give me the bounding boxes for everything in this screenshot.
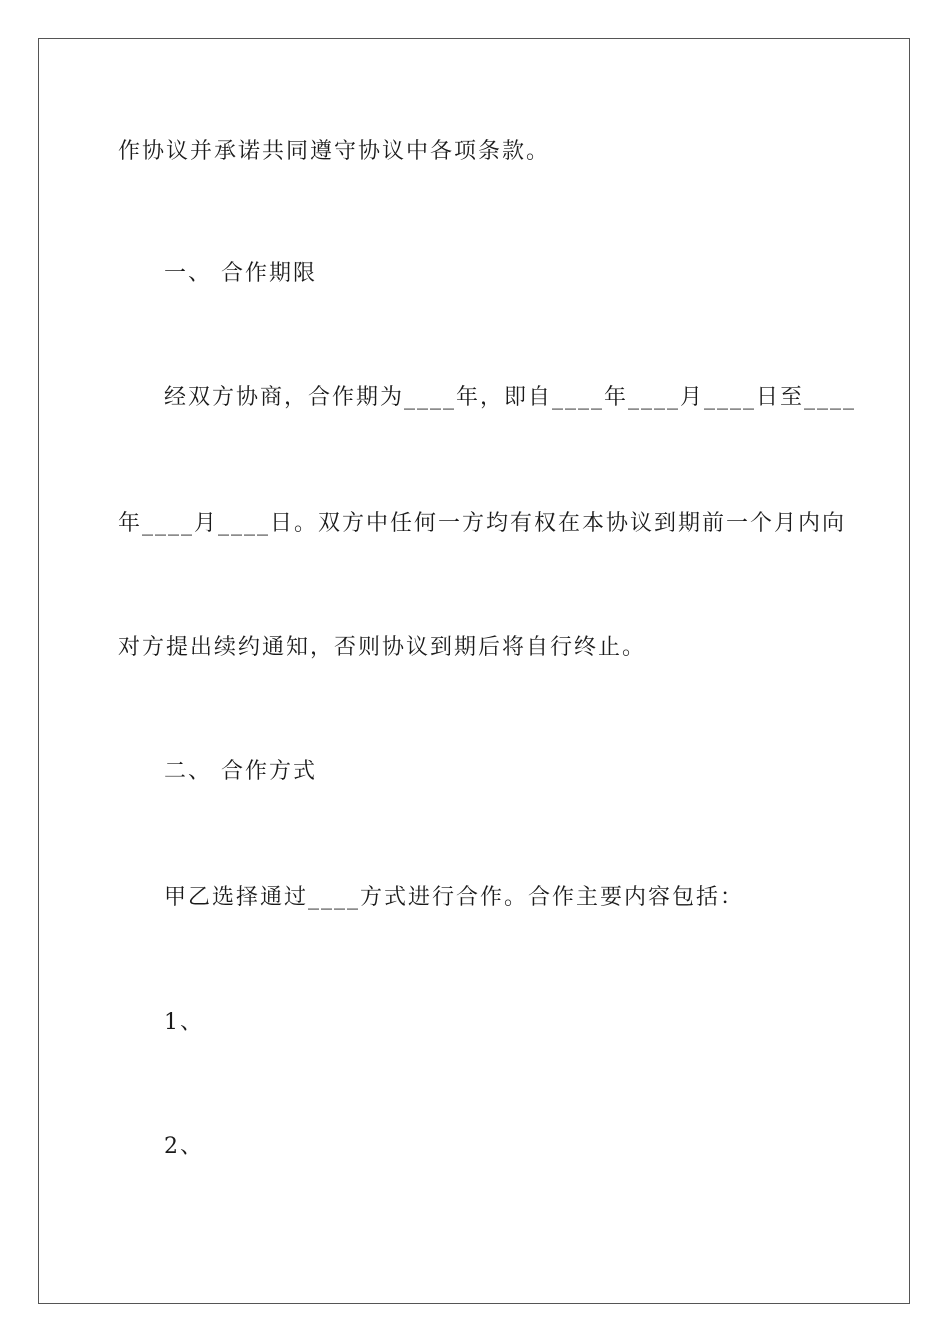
continuation-line: 作协议并承诺共同遵守协议中各项条款。 [118,139,551,164]
paragraph-term-line-3: 对方提出续约通知，否则协议到期后将自行终止。 [118,635,647,660]
section-heading-term: 一、 合作期限 [164,261,317,286]
page-frame [38,38,910,1304]
paragraph-term-line-2: 年____月____日。双方中任何一方均有权在本协议到期前一个月内向 [118,511,847,536]
list-item-1: 1、 [164,1010,204,1035]
section-heading-method: 二、 合作方式 [164,759,317,784]
list-item-2: 2、 [164,1134,204,1159]
paragraph-term-line-1: 经双方协商，合作期为____年，即自____年____月____日至____ [164,385,857,410]
paragraph-method-line-1: 甲乙选择通过____方式进行合作。合作主要内容包括： [164,885,745,910]
